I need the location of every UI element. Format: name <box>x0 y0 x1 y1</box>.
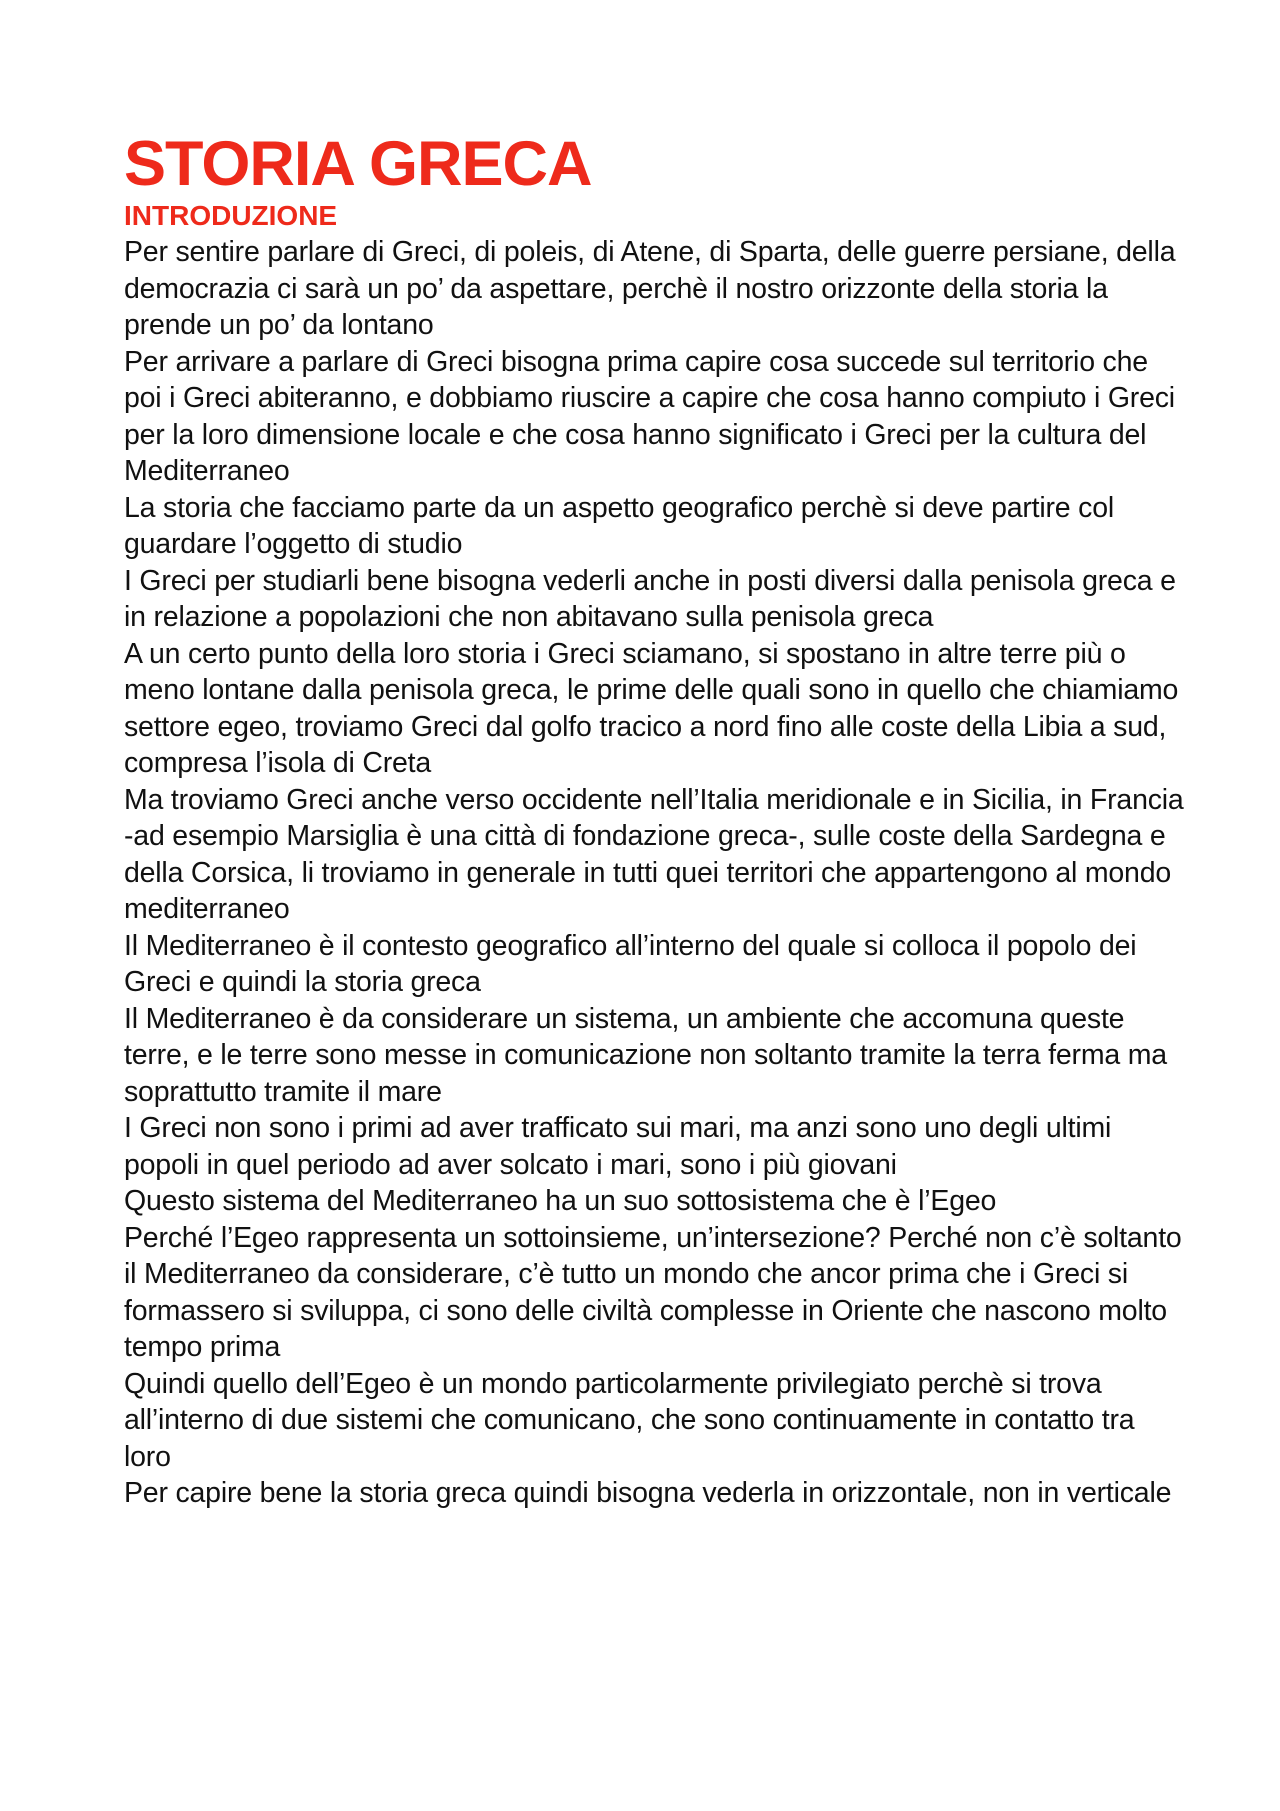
paragraph: Perché l’Egeo rappresenta un sottoinsieme, un’intersezione? Perché non c’è soltanto il Mediterraneo da considerare, c’è tutto un mondo che ancor prima che i Greci si formassero si sviluppa, ci sono delle civiltà complesse in Oriente che nascono molto tempo prima <box>124 1221 1182 1363</box>
paragraph: I Greci non sono i primi ad aver trafficato sui mari, ma anzi sono uno degli ultimi popoli in quel periodo ad aver solcato i mari, sono i più giovani <box>124 1112 1112 1181</box>
section-heading: INTRODUZIONE <box>124 200 338 231</box>
paragraph: I Greci per studiarli bene bisogna vederli anche in posti diversi dalla penisola greca e in relazione a popolazioni che non abitavano sulla penisola greca <box>124 564 1176 633</box>
page-title: STORIA GRECA <box>124 129 592 199</box>
paragraph: Ma troviamo Greci anche verso occidente nell’Italia meridionale e in Sicilia, in Francia -ad esempio Marsiglia è una città di fondazione greca-, sulle coste della Sardegna e della Corsica, li troviamo in generale in tutti quei territori che appartengono al mondo mediterraneo <box>124 783 1184 925</box>
paragraph: Quindi quello dell’Egeo è un mondo particolarmente privilegiato perchè si trova all’interno di due sistemi che comunicano, che sono continuamente in contatto tra loro <box>124 1367 1135 1473</box>
paragraph: Il Mediterraneo è da considerare un sistema, un ambiente che accomuna queste terre, e le terre sono messe in comunicazione non soltanto tramite la terra ferma ma soprattutto tramite il mare <box>124 1002 1167 1108</box>
paragraph: Il Mediterraneo è il contesto geografico all’interno del quale si colloca il popolo dei Greci e quindi la storia greca <box>124 929 1137 998</box>
paragraph: Questo sistema del Mediterraneo ha un suo sottosistema che è l’Egeo <box>124 1185 997 1217</box>
document-page <box>124 128 1184 1512</box>
paragraph: La storia che facciamo parte da un aspetto geografico perchè si deve partire col guardare l’oggetto di studio <box>124 491 1115 560</box>
paragraph: Per capire bene la storia greca quindi bisogna vederla in orizzontale, non in verticale <box>124 1477 1172 1509</box>
paragraph: Per arrivare a parlare di Greci bisogna prima capire cosa succede sul territorio che poi i Greci abiteranno, e dobbiamo riuscire a capire che cosa hanno compiuto i Greci per la loro dimensione locale e che cosa hanno significato i Greci per la cultura del Mediterraneo <box>124 345 1175 487</box>
paragraph: A un certo punto della loro storia i Greci sciamano, si spostano in altre terre più o meno lontane dalla penisola greca, le prime delle quali sono in quello che chiamiamo settore egeo, troviamo Greci dal golfo tracico a nord fino alle coste della Libia a sud, compresa l’isola di Creta <box>124 637 1179 779</box>
paragraph: Per sentire parlare di Greci, di poleis, di Atene, di Sparta, delle guerre persiane, della democrazia ci sarà un po’ da aspettare, perchè il nostro orizzonte della storia la prende un po’ da lontano <box>124 236 1176 341</box>
document-body <box>124 234 1184 1512</box>
